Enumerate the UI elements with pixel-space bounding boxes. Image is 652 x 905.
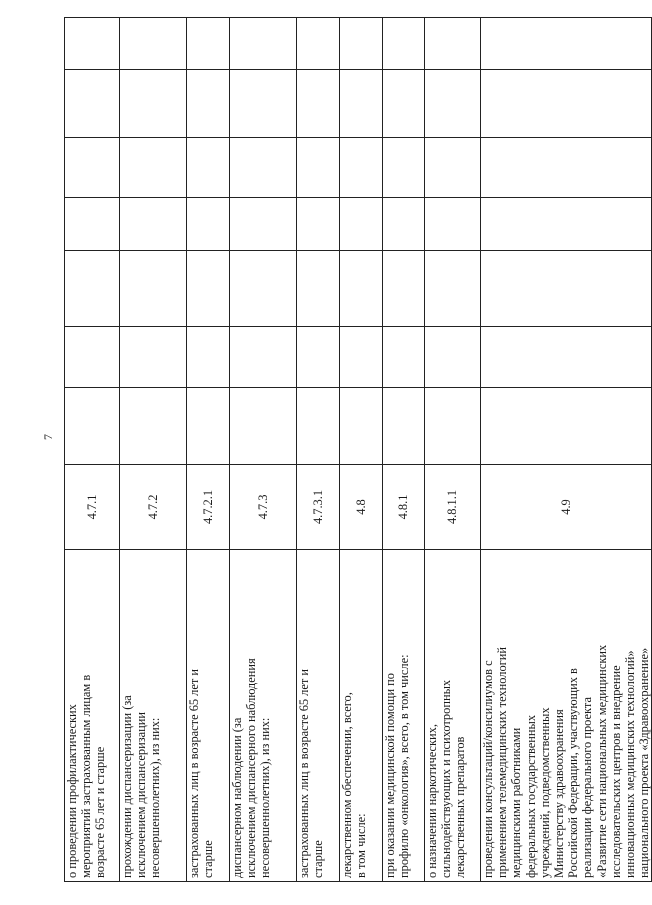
empty-cell [65,251,120,327]
empty-cell [383,327,425,388]
empty-cell [481,327,652,388]
empty-cell [340,138,383,198]
empty-cell [383,198,425,251]
empty-cell [120,388,187,465]
description-line: старше [201,840,216,878]
description-line: инновационных медицинских технологий» [623,650,638,878]
row-code: 4.8.1.1 [425,465,481,550]
description-line: медицинскими работниками [509,727,524,878]
empty-cell [65,18,120,70]
table-row [481,18,652,882]
table-row [187,18,230,882]
empty-cell [230,251,297,327]
empty-cell [340,70,383,138]
empty-cell [425,18,481,70]
description-line: реализации федерального проекта [580,697,595,878]
row-description [230,550,297,882]
row-description [383,550,425,882]
empty-cell [120,198,187,251]
description-line: о проведении профилактических [65,704,79,878]
description-line: при оказании медицинской помощи по [383,672,397,878]
table-row [425,18,481,882]
empty-cell [187,198,230,251]
empty-cell [230,138,297,198]
description-line: исключением диспансеризации [134,711,149,878]
description-line: профилю «онкология», всего, в том числе: [397,654,412,878]
description-line: проведении консультаций/консилиумов с [481,660,495,878]
empty-cell [481,251,652,327]
empty-cell [340,327,383,388]
empty-cell [297,327,340,388]
empty-cell [187,251,230,327]
empty-cell [120,18,187,70]
empty-cell [425,327,481,388]
description-line: мероприятий застрахованным лицам в [79,674,94,878]
empty-cell [230,327,297,388]
empty-cell [340,251,383,327]
empty-cell [297,138,340,198]
empty-cell [481,18,652,70]
empty-cell [120,70,187,138]
empty-cell [230,18,297,70]
empty-cell [481,138,652,198]
empty-cell [383,18,425,70]
table-row [230,18,297,882]
row-description [187,550,230,882]
description-line: исследовательских центров и внедрение [608,665,623,878]
description-line: прохождении диспансеризации (за [120,695,134,878]
table-row [340,18,383,882]
empty-cell [481,70,652,138]
empty-cell [65,388,120,465]
description-line: в том числе: [354,813,369,878]
row-description [297,550,340,882]
row-code: 4.7.2.1 [187,465,230,550]
table-row [120,18,187,882]
description-line: старше [311,840,326,878]
empty-cell [297,18,340,70]
empty-cell [340,388,383,465]
description-line: федеральных государственных [523,714,538,878]
empty-cell [425,138,481,198]
empty-cell [383,138,425,198]
row-code: 4.7.2 [120,465,187,550]
row-description [340,550,383,882]
description-line: несовершеннолетних), из них: [148,717,163,878]
description-line: учреждений, подведомственных [537,707,552,878]
empty-cell [383,388,425,465]
page-number: 7 [41,434,55,440]
row-description [425,550,481,882]
row-description [481,550,652,882]
empty-cell [187,70,230,138]
empty-cell [481,198,652,251]
table-row [297,18,340,882]
empty-cell [120,138,187,198]
row-code: 4.7.3.1 [297,465,340,550]
description-line: сильнодействующих и психотропных [439,679,454,878]
table-row [65,18,120,882]
empty-cell [425,388,481,465]
description-line: национального проекта «Здравоохранение» [637,647,652,878]
description-line: Российской Федерации, участвующих в [566,668,581,878]
description-line: лекарственных препаратов [453,736,468,878]
row-code: 4.8 [340,465,383,550]
empty-cell [425,70,481,138]
row-code: 4.7.1 [65,465,120,550]
description-line: исключением диспансерного наблюдения [244,658,259,878]
empty-cell [65,138,120,198]
description-line: «Развитие сети национальных медицинских [594,644,609,878]
empty-cell [481,388,652,465]
description-line: возрасте 65 лет и старше [93,746,108,878]
report-table [64,17,652,882]
empty-cell [340,18,383,70]
empty-cell [297,251,340,327]
empty-cell [297,198,340,251]
empty-cell [230,198,297,251]
empty-cell [187,327,230,388]
report-table-container [64,18,652,882]
empty-cell [383,251,425,327]
empty-cell [230,70,297,138]
empty-cell [340,198,383,251]
empty-cell [230,388,297,465]
empty-cell [425,251,481,327]
table-row [383,18,425,882]
row-code: 4.8.1 [383,465,425,550]
empty-cell [425,198,481,251]
empty-cell [65,70,120,138]
row-description [65,550,120,882]
empty-cell [187,18,230,70]
description-line: о назначении наркотических, [425,724,439,878]
empty-cell [65,327,120,388]
description-line: застрахованных лиц в возрасте 65 лет и [297,668,311,878]
empty-cell [187,138,230,198]
row-description [120,550,187,882]
description-line: Министерству здравоохранения [552,709,567,878]
empty-cell [383,70,425,138]
empty-cell [65,198,120,251]
empty-cell [297,388,340,465]
description-line: лекарственном обеспечении, всего, [340,692,354,878]
description-line: применением телемедицинских технологий [495,646,510,878]
empty-cell [297,70,340,138]
row-code: 4.9 [481,465,652,550]
row-code: 4.7.3 [230,465,297,550]
empty-cell [120,327,187,388]
description-line: несовершеннолетних), из них: [258,717,273,878]
empty-cell [120,251,187,327]
description-line: диспансерном наблюдении (за [230,717,244,878]
empty-cell [187,388,230,465]
description-line: застрахованных лиц в возрасте 65 лет и [187,668,201,878]
